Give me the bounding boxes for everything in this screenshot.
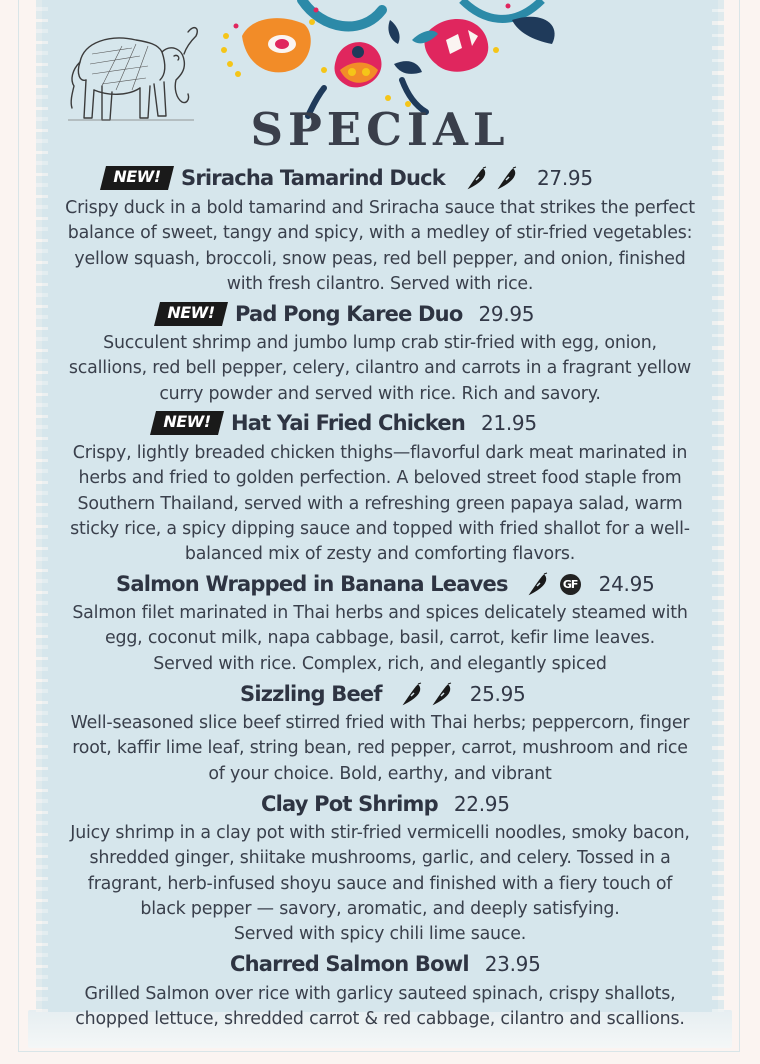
item-name: Salmon Wrapped in Banana Leaves (116, 572, 508, 596)
item-price: 25.95 (469, 682, 526, 706)
chili-pepper-icon (467, 166, 489, 190)
item-description: Succulent shrimp and jumbo lump crab stir-fried with egg, onion, scallions, red bell pepper, celery, cilantro and carrots in a fragrant yellow curry powder and served with rice. Rich and savory. (68, 333, 692, 404)
menu-item-header (0, 792, 760, 816)
item-name: Hat Yai Fried Chicken (231, 411, 466, 435)
item-description: Crispy duck in a bold tamarind and Sriracha sauce that strikes the perfect balance of sweet, tangy and spicy, with a medley of stir-fried vegetables: yellow squash, broccoli, snow peas, red bell pepper, and onion, finished with fresh cilantro. Served with rice. (65, 198, 695, 294)
item-name: Charred Salmon Bowl (230, 952, 469, 976)
chili-pepper-icon (402, 682, 424, 706)
new-badge: NEW! (154, 302, 228, 326)
menu-item-header (0, 411, 760, 435)
gluten-free-icon: GF (560, 574, 581, 595)
menu-item-header (0, 302, 760, 326)
menu-item-header (0, 166, 760, 190)
new-badge: NEW! (100, 166, 174, 190)
item-name: Sizzling Beef (240, 682, 382, 706)
chili-pepper-icon (432, 682, 454, 706)
item-price: 22.95 (453, 792, 510, 816)
item-price: 23.95 (484, 952, 541, 976)
chili-pepper-icon (497, 166, 519, 190)
item-description: Well-seasoned slice beef stirred fried with Thai herbs; peppercorn, finger root, kaffir lime leaf, string bean, red pepper, carrot, mushroom and rice of your choice. Bold, earthy, and vibrant (70, 713, 690, 784)
item-description: Salmon filet marinated in Thai herbs and spices delicately steamed with egg, coconut milk, napa cabbage, basil, carrot, kefir lime leaves. Served with rice. Complex, rich, and elegantly spiced (72, 603, 688, 674)
item-price: 24.95 (598, 572, 655, 596)
chili-pepper-icon (528, 572, 550, 596)
item-name: Sriracha Tamarind Duck (181, 166, 445, 190)
item-description: Juicy shrimp in a clay pot with stir-fried vermicelli noodles, smoky bacon, shredded ginger, shiitake mushrooms, garlic, and celery. Tossed in a fragrant, herb-infused shoyu sauce and finished with a fiery touch of black pepper — savory, aromatic, and deeply satisfying. Served with spicy chili lime sauce. (70, 823, 690, 945)
page-title: SPECIAL (250, 103, 510, 156)
item-price: 21.95 (481, 411, 537, 435)
item-price: 27.95 (536, 166, 593, 190)
item-name: Clay Pot Shrimp (261, 792, 438, 816)
menu-item-header (0, 682, 760, 706)
menu-item-header (0, 572, 760, 596)
new-badge: NEW! (150, 411, 224, 435)
item-description: Crispy, lightly breaded chicken thighs—flavorful dark meat marinated in herbs and fried to golden perfection. A beloved street food staple from Southern Thailand, served with a refreshing green papaya salad, warm sticky rice, a spicy dipping sauce and topped with fried shallot for a well- balanced mix of zesty and comforting flavors. (70, 443, 690, 565)
menu-item-header (0, 952, 760, 976)
item-description: Grilled Salmon over rice with garlicy sauteed spinach, crispy shallots, chopped lettuce, shredded carrot & red cabbage, cilantro and scallions. (75, 984, 685, 1030)
item-price: 29.95 (478, 302, 535, 326)
item-name: Pad Pong Karee Duo (235, 302, 463, 326)
